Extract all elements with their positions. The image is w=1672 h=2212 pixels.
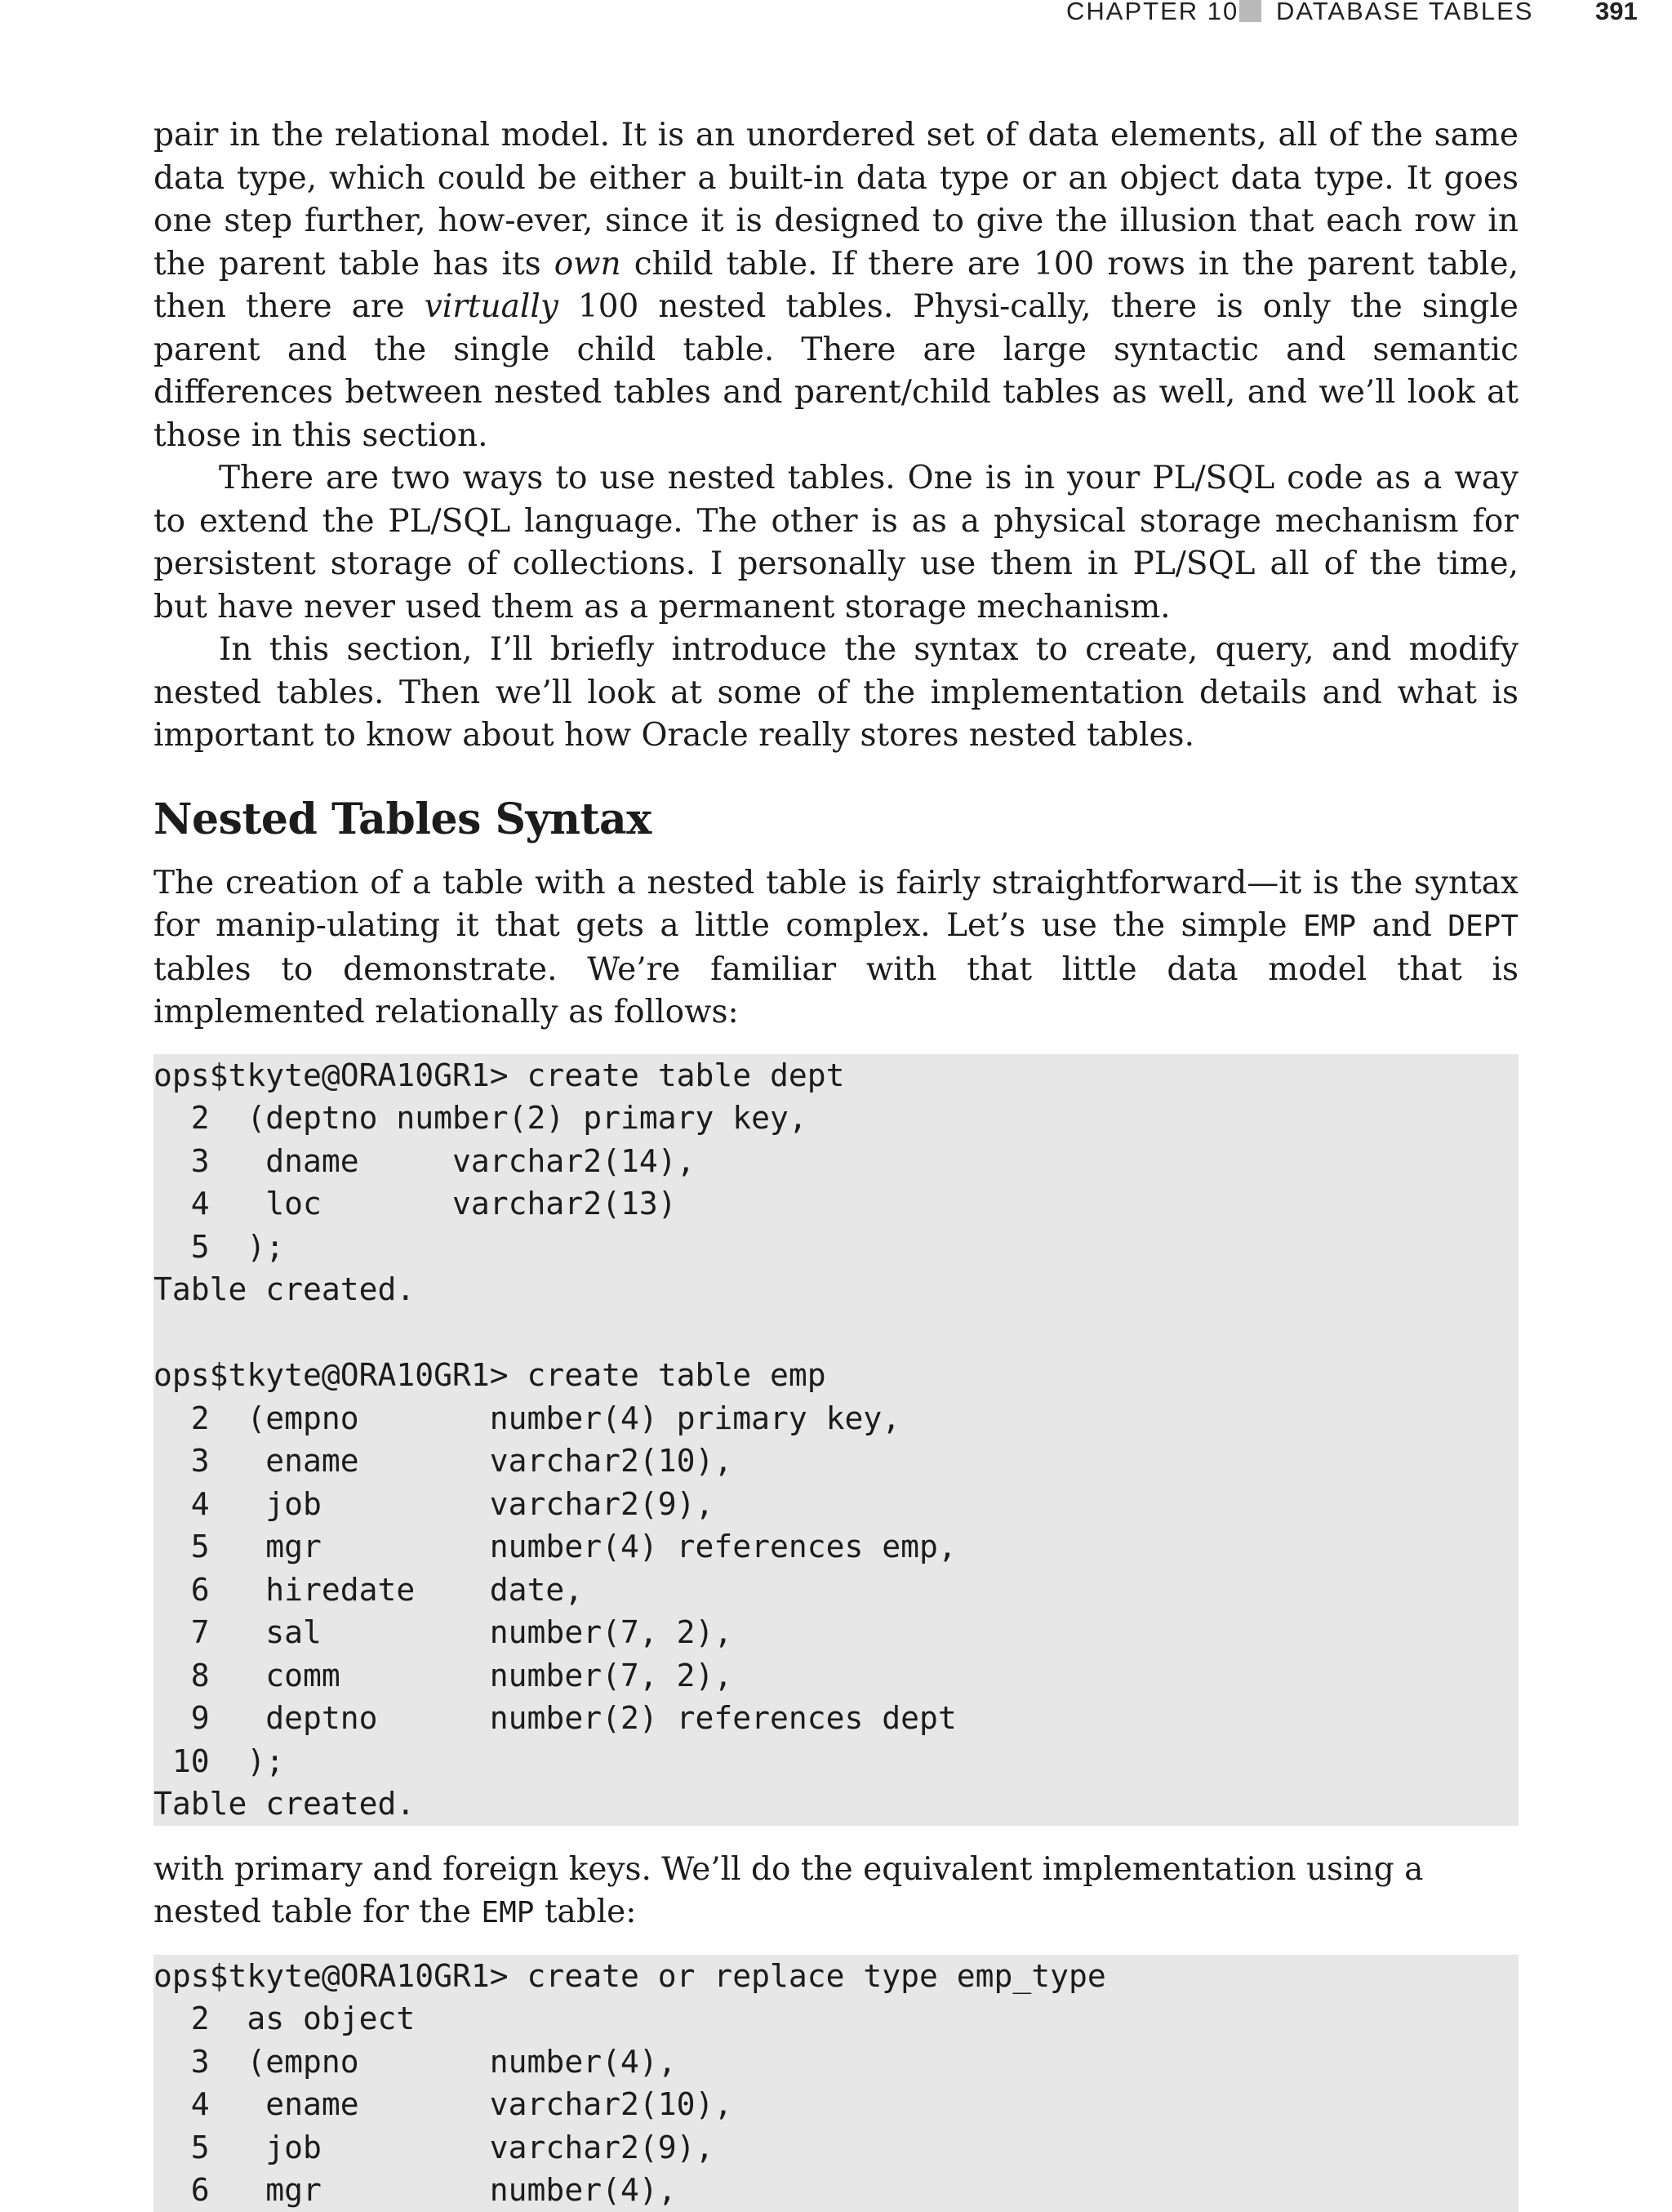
inline-code-emp: EMP: [481, 1896, 535, 1929]
paragraph-syntax-intro: [153, 862, 1519, 1035]
paragraph-text: pair in the relational model. It is an unordered set of data elements, all of the same data type, which could be either a built-in data type or an object data type. It goes one step further, how-ever, since it is designed to give the illusion that each row in the parent table has its: [153, 117, 1519, 283]
code-line: 5 mgr number(4) references emp,: [153, 1529, 957, 1564]
code-line: 2 (empno number(4) primary key,: [153, 1400, 901, 1436]
code-line: 5 );: [153, 1228, 285, 1265]
code-line: 6 mgr number(4),: [153, 2172, 677, 2208]
emphasis-virtually: virtually: [424, 288, 558, 325]
paragraph-this-section: In this section, I’ll briefly introduce the syntax to create, query, and modify nested tables. Then we’ll look at some of the implementation details and what is important to know about how Oracle really stores nested tables.: [153, 631, 1519, 754]
inline-code-emp: EMP: [1303, 910, 1357, 943]
paragraph-nested-tables-intro: [153, 114, 1519, 457]
paragraph-text: tables to demonstrate. We’re familiar with that little data model that is implemented relationally as follows:: [153, 950, 1519, 1030]
paragraph-text: table:: [534, 1894, 637, 1930]
running-header: [0, 0, 1672, 33]
code-line: [153, 1311, 1519, 1355]
section-heading: Nested Tables Syntax: [153, 794, 651, 844]
code-line: 7 sal number(7, 2),: [153, 1614, 733, 1650]
page-number: 391: [1595, 0, 1638, 25]
code-block-create-tables: [153, 1054, 1519, 1826]
code-line: ops$tkyte@ORA10GR1> create or replace type emp_type: [153, 1957, 1106, 1994]
code-line: 2 as object: [153, 2001, 416, 2036]
code-block-create-type: [153, 1955, 1519, 2212]
code-line: 10 );: [153, 1742, 285, 1779]
section-label: DATABASE TABLES: [1276, 0, 1534, 25]
code-line: 9 deptno number(2) references dept: [153, 1700, 957, 1736]
emphasis-own: own: [554, 245, 621, 283]
paragraph-text: The creation of a table with a nested table is fairly straightforward—it is the syntax for manip-ulating it that gets a little complex. Let’s use the simple: [153, 864, 1519, 944]
code-line: 4 ename varchar2(10),: [153, 2086, 733, 2122]
code-line: Table created.: [153, 1271, 416, 1307]
paragraph-text: 100 nested tables. Physi-cally, there is only the single parent and the single child table. There are large syntactic and semantic differences between nested tables and parent/child tables as well, and we’ll look at those in this section.: [153, 288, 1519, 454]
code-line: 4 loc varchar2(13): [153, 1186, 677, 1222]
chapter-label: CHAPTER 10: [1066, 0, 1239, 25]
code-line: ops$tkyte@ORA10GR1> create table dept: [153, 1057, 845, 1093]
code-line: ops$tkyte@ORA10GR1> create table emp: [153, 1357, 826, 1393]
paragraph-text: with primary and foreign keys. We’ll do the equivalent implementation using a nested table for the: [153, 1850, 1424, 1930]
code-line: 8 comm number(7, 2),: [153, 1657, 733, 1693]
paragraph-text: and: [1356, 907, 1448, 944]
code-line: 5 job varchar2(9),: [153, 2129, 714, 2165]
code-line: 2 (deptno number(2) primary key,: [153, 1100, 807, 1136]
inline-code-dept: DEPT: [1447, 910, 1519, 943]
code-line: 3 ename varchar2(10),: [153, 1443, 733, 1479]
header-separator-square: [1239, 0, 1261, 22]
code-line: Table created.: [153, 1786, 416, 1822]
paragraph-text: child table. If there are 100 rows in the parent table, then there are: [153, 245, 1519, 325]
paragraph-two-ways: There are two ways to use nested tables. One is in your PL/SQL code as a way to extend the PL/SQL language. The other is as a physical storage mechanism for persistent storage of collections. I personally use them in PL/SQL all of the time, but have never used them as a permanent storage mechanism.: [153, 460, 1519, 625]
paragraph-followup: [153, 1849, 1519, 1935]
code-line: 4 job varchar2(9),: [153, 1485, 714, 1522]
code-line: 6 hiredate date,: [153, 1571, 584, 1608]
code-line: 3 (empno number(4),: [153, 2043, 677, 2080]
page-body: [153, 114, 1519, 2212]
code-line: 3 dname varchar2(14),: [153, 1142, 696, 1179]
